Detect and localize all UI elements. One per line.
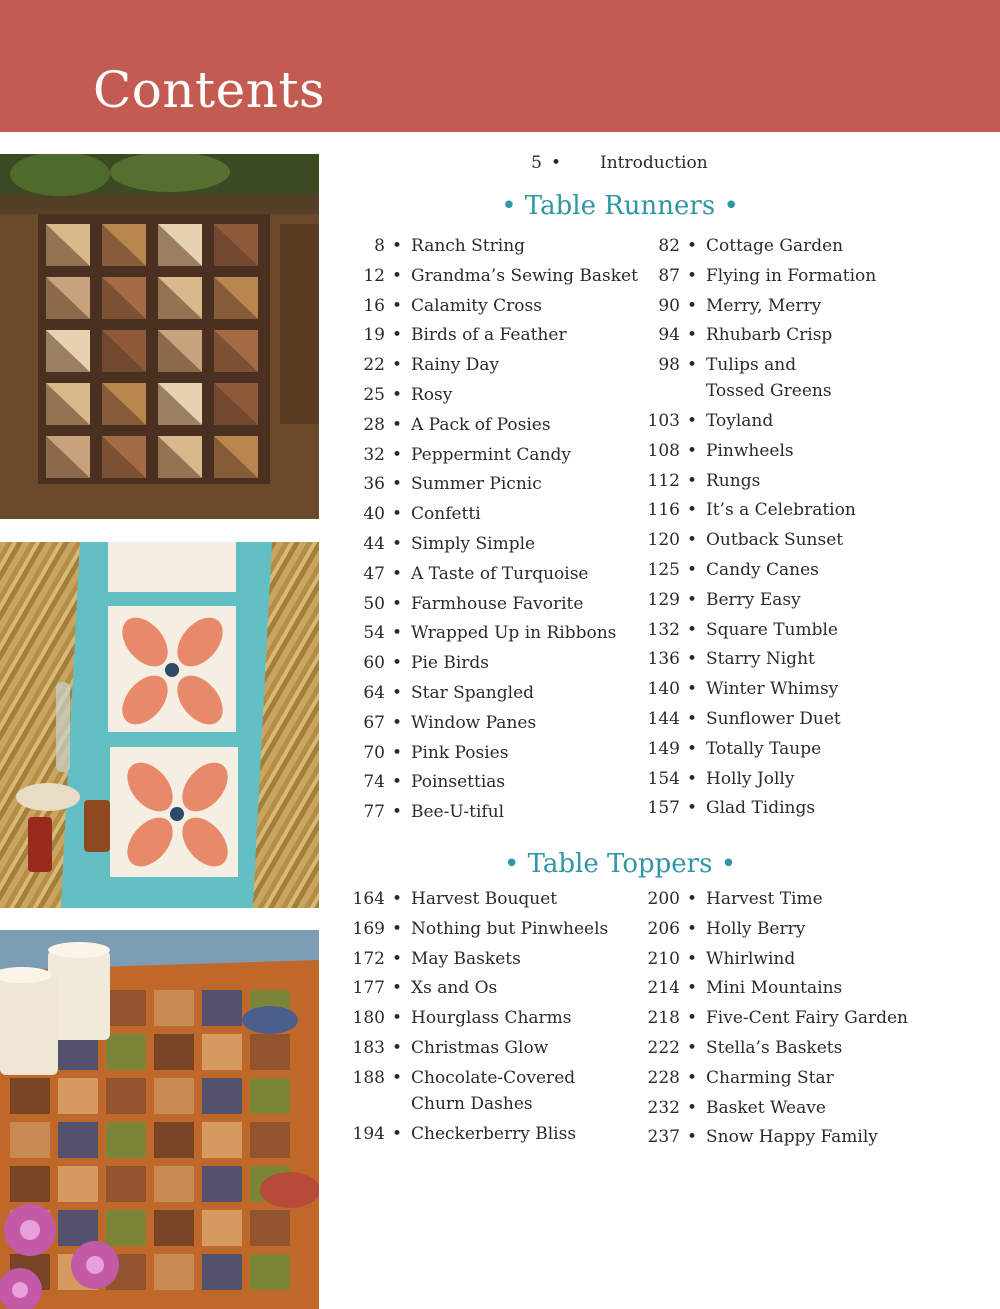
toc-entry[interactable] [628, 263, 928, 289]
page-number: 22 [363, 355, 385, 376]
toc-entry[interactable] [333, 680, 633, 706]
bullet: • [391, 385, 403, 405]
bullet: • [686, 948, 698, 969]
bullet: • [391, 534, 403, 554]
entry-title: Introduction [600, 153, 708, 173]
bullet: • [686, 530, 698, 551]
bullet: • [391, 918, 403, 939]
entry-title: Glad Tidings [706, 798, 816, 819]
entry-title: Farmhouse Favorite [411, 593, 584, 614]
page-number: 210 [647, 948, 680, 969]
page-number: 232 [647, 1097, 680, 1118]
entry-title: Mini Mountains [706, 978, 843, 999]
toc-entry[interactable] [333, 352, 633, 378]
bullet: • [686, 709, 698, 729]
toc-entry[interactable] [333, 946, 633, 972]
page-number: 47 [363, 563, 385, 584]
toc-entry[interactable] [333, 471, 633, 497]
entry-title-continued: Tossed Greens [706, 381, 832, 402]
entry-title: Xs and Os [411, 978, 498, 999]
toc-entry[interactable] [628, 706, 928, 732]
page-number: 206 [647, 918, 680, 939]
page-number: 87 [658, 265, 680, 286]
page-number: 144 [647, 709, 680, 729]
toc-entry[interactable] [333, 233, 633, 259]
bullet: • [391, 444, 403, 465]
page-number: 16 [363, 295, 385, 316]
toc-entry[interactable] [333, 650, 633, 676]
toc-entry[interactable] [628, 408, 928, 434]
bullet: • [686, 918, 698, 939]
bullet: • [686, 798, 698, 819]
toc-entry[interactable] [628, 438, 928, 464]
toc-entry[interactable] [628, 233, 928, 259]
toc-entry[interactable] [628, 617, 928, 643]
toc-entry[interactable] [628, 322, 928, 348]
bullet: • [686, 1038, 698, 1058]
bullet: • [686, 295, 698, 316]
bullet: • [391, 1008, 403, 1029]
bullet: • [686, 1097, 698, 1118]
entry-title: Christmas Glow [411, 1038, 549, 1058]
toc-entry[interactable] [333, 710, 633, 736]
bullet: • [391, 712, 403, 733]
entry-title: Harvest Bouquet [411, 889, 558, 909]
entry-title: Cottage Garden [706, 236, 844, 256]
entry-title: Simply Simple [411, 534, 536, 554]
bullet: • [686, 649, 698, 670]
bullet: • [391, 355, 403, 376]
bullet: • [391, 1123, 403, 1144]
entry-title: Calamity Cross [411, 295, 542, 316]
entry-title: Starry Night [706, 649, 815, 670]
page-number: 183 [352, 1038, 385, 1058]
bullet: • [391, 889, 403, 909]
bullet: • [391, 295, 403, 316]
toc-entry[interactable] [333, 591, 633, 617]
page-number: 28 [363, 414, 385, 435]
bullet: • [686, 500, 698, 521]
entry-title: Merry, Merry [706, 295, 822, 316]
page-number: 125 [647, 560, 680, 580]
bullet: • [686, 560, 698, 580]
toc-entry[interactable] [628, 676, 928, 702]
toc-entry[interactable] [628, 766, 928, 792]
page-number: 154 [647, 768, 680, 789]
page-number: 132 [647, 619, 680, 640]
entry-title: Rungs [706, 470, 761, 491]
toc-entry[interactable] [628, 1095, 928, 1121]
toc-entry[interactable] [333, 263, 638, 289]
entry-title: Snow Happy Family [706, 1127, 878, 1148]
toc-entry[interactable] [333, 975, 633, 1001]
toc-entry[interactable] [333, 322, 633, 348]
bullet: • [686, 440, 698, 461]
page-number: 67 [363, 712, 385, 733]
bullet: • [686, 265, 698, 286]
entry-title: Totally Taupe [706, 738, 822, 759]
toc-entry[interactable] [628, 293, 928, 319]
bullet: • [391, 265, 403, 286]
toc-entry[interactable] [628, 975, 928, 1001]
bullet: • [391, 325, 403, 346]
entry-title: Holly Jolly [706, 768, 795, 789]
toc-entry[interactable] [333, 442, 633, 468]
bullet: • [391, 236, 403, 256]
page-number: 129 [647, 589, 680, 610]
toc-entry[interactable] [333, 1121, 633, 1147]
page-number: 19 [363, 325, 385, 346]
page-number: 36 [363, 474, 385, 495]
entry-title: Pie Birds [411, 653, 490, 674]
entry-title: Bee-U-tiful [411, 802, 505, 823]
bullet: • [686, 355, 698, 376]
entry-title: Chocolate-Covered [411, 1067, 576, 1088]
entry-title: Sunflower Duet [706, 709, 841, 729]
page-number: 188 [352, 1067, 385, 1088]
entry-title: Window Panes [411, 712, 537, 733]
bullet: • [391, 653, 403, 674]
page-number: 237 [647, 1127, 680, 1148]
toc-entry[interactable] [628, 1035, 928, 1061]
bullet: • [391, 623, 403, 644]
page-number: 44 [363, 534, 385, 554]
toc-entry[interactable] [333, 1005, 633, 1031]
entry-title: Checkerberry Bliss [411, 1123, 577, 1144]
toc-entry[interactable] [333, 799, 633, 825]
toc-entry[interactable] [628, 497, 928, 523]
bullet: • [686, 589, 698, 610]
page-number: 177 [352, 978, 385, 999]
toc-entry[interactable] [333, 531, 633, 557]
entry-title: Toyland [706, 411, 774, 431]
entry-title: Harvest Time [706, 889, 823, 909]
page-number: 157 [647, 798, 680, 819]
entry-title: Rosy [411, 385, 453, 405]
bullet: • [391, 563, 403, 584]
bullet: • [391, 504, 403, 525]
bullet: • [686, 978, 698, 999]
entry-title: Whirlwind [706, 948, 796, 969]
entry-title: Winter Whimsy [706, 679, 839, 700]
page-number: 112 [647, 470, 680, 491]
bullet: • [686, 1067, 698, 1088]
page-number: 8 [374, 236, 385, 256]
toc-entry[interactable] [628, 557, 928, 583]
entry-title: Summer Picnic [411, 474, 542, 495]
toc-entry[interactable] [333, 412, 633, 438]
toc-entry[interactable] [333, 916, 633, 942]
toc-entry[interactable] [628, 352, 928, 404]
bullet: • [391, 414, 403, 435]
toc-entry[interactable] [628, 587, 928, 613]
page-number: 116 [647, 500, 680, 521]
toc-entry[interactable] [333, 382, 633, 408]
toc-entry[interactable] [333, 620, 633, 646]
entry-title: Berry Easy [706, 589, 801, 610]
entry-title: Hourglass Charms [411, 1008, 572, 1029]
toc-entry[interactable] [333, 501, 633, 527]
entry-title: Square Tumble [706, 619, 838, 640]
toc-entry[interactable] [333, 769, 633, 795]
entry-title: Wrapped Up in Ribbons [411, 623, 617, 644]
entry-title: Ranch String [411, 236, 526, 256]
bullet: • [686, 325, 698, 346]
entry-title: A Taste of Turquoise [411, 563, 589, 584]
page-number: 5 [531, 153, 542, 173]
entry-title: Poinsettias [411, 772, 506, 793]
page-number: 194 [352, 1123, 385, 1144]
bullet: • [686, 738, 698, 759]
bullet: • [391, 802, 403, 823]
bullet: • [686, 619, 698, 640]
entry-title: Rhubarb Crisp [706, 325, 833, 346]
toc-entry-introduction[interactable] [360, 150, 1000, 176]
page-title: Contents [93, 61, 326, 119]
bullet: • [686, 768, 698, 789]
page-number: 169 [352, 918, 385, 939]
toc-entry[interactable] [333, 1035, 633, 1061]
bullet: • [686, 1008, 698, 1029]
entry-title: Pinwheels [706, 440, 794, 461]
entry-title: Pink Posies [411, 742, 509, 763]
bullet: • [391, 1038, 403, 1058]
entry-title: Grandma’s Sewing Basket [411, 265, 638, 286]
entry-title: May Baskets [411, 948, 521, 969]
entry-title: Candy Canes [706, 560, 819, 580]
entry-title: Basket Weave [706, 1097, 826, 1118]
page-number: 200 [647, 889, 680, 909]
toc-entry[interactable] [628, 736, 928, 762]
toc-entry[interactable] [628, 795, 928, 821]
entry-title: Holly Berry [706, 918, 806, 939]
entry-title: Confetti [411, 504, 481, 525]
bullet: • [391, 772, 403, 793]
page-number: 64 [363, 683, 385, 703]
page-number: 136 [647, 649, 680, 670]
entry-title: Nothing but Pinwheels [411, 918, 609, 939]
page-number: 103 [647, 411, 680, 431]
page-number: 180 [352, 1008, 385, 1029]
photo-table-topper-candles [0, 930, 319, 1309]
entry-title: Rainy Day [411, 355, 500, 376]
page-number: 54 [363, 623, 385, 644]
section-title-table-toppers: • Table Toppers • [503, 849, 737, 879]
bullet: • [391, 474, 403, 495]
page-number: 60 [363, 653, 385, 674]
entry-title: A Pack of Posies [411, 414, 551, 435]
page-number: 82 [658, 236, 680, 256]
page-number: 50 [363, 593, 385, 614]
bullet: • [391, 683, 403, 703]
toc-entry[interactable] [333, 740, 633, 766]
page-number: 32 [363, 444, 385, 465]
page-number: 108 [647, 440, 680, 461]
entry-title: Tulips and [706, 355, 797, 376]
bullet: • [391, 593, 403, 614]
page-number: 98 [658, 355, 680, 376]
toc-entry[interactable] [628, 646, 928, 672]
photo-turquoise-runner [0, 542, 319, 908]
toc-entry[interactable] [333, 1065, 633, 1117]
page-number: 218 [647, 1008, 680, 1029]
page-number: 228 [647, 1067, 680, 1088]
bullet: • [391, 948, 403, 969]
toc-entry[interactable] [628, 468, 928, 494]
entry-title: It’s a Celebration [706, 500, 856, 521]
toc-entry[interactable] [628, 1124, 928, 1150]
photo-ranch-string-runner [0, 154, 319, 519]
bullet: • [391, 742, 403, 763]
bullet: • [686, 470, 698, 491]
header-banner [0, 0, 1000, 132]
page-number: 90 [658, 295, 680, 316]
toc-entry[interactable] [628, 1065, 928, 1091]
page-number: 164 [352, 889, 385, 909]
page-number: 140 [647, 679, 680, 700]
bullet: • [391, 1067, 403, 1088]
toc-entry[interactable] [333, 886, 633, 912]
entry-title: Outback Sunset [706, 530, 844, 551]
section-title-table-runners: • Table Runners • [501, 191, 739, 221]
page-number: 172 [352, 948, 385, 969]
page-number: 40 [363, 504, 385, 525]
page-number: 12 [363, 265, 385, 286]
page-number: 120 [647, 530, 680, 551]
page-number: 149 [647, 738, 680, 759]
page-number: 70 [363, 742, 385, 763]
toc-entry[interactable] [628, 916, 928, 942]
bullet: • [550, 153, 562, 173]
bullet: • [686, 411, 698, 431]
page-number: 74 [363, 772, 385, 793]
entry-title: Flying in Formation [706, 265, 877, 286]
toc-entry[interactable] [333, 293, 633, 319]
entry-title: Peppermint Candy [411, 444, 572, 465]
page-number: 77 [363, 802, 385, 823]
entry-title: Stella’s Baskets [706, 1038, 843, 1058]
page-number: 214 [647, 978, 680, 999]
page-number: 94 [658, 325, 680, 346]
entry-title: Star Spangled [411, 683, 535, 703]
entry-title: Five-Cent Fairy Garden [706, 1008, 908, 1029]
bullet: • [686, 236, 698, 256]
toc-entry[interactable] [628, 886, 928, 912]
entry-title-continued: Churn Dashes [411, 1093, 533, 1114]
bullet: • [686, 889, 698, 909]
bullet: • [686, 1127, 698, 1148]
bullet: • [686, 679, 698, 700]
page-number: 25 [363, 385, 385, 405]
page-number: 222 [647, 1038, 680, 1058]
toc-entry[interactable] [628, 527, 928, 553]
toc-entry[interactable] [628, 1005, 928, 1031]
toc-entry[interactable] [333, 561, 633, 587]
toc-entry[interactable] [628, 946, 928, 972]
entry-title: Charming Star [706, 1067, 834, 1088]
entry-title: Birds of a Feather [411, 325, 567, 346]
bullet: • [391, 978, 403, 999]
